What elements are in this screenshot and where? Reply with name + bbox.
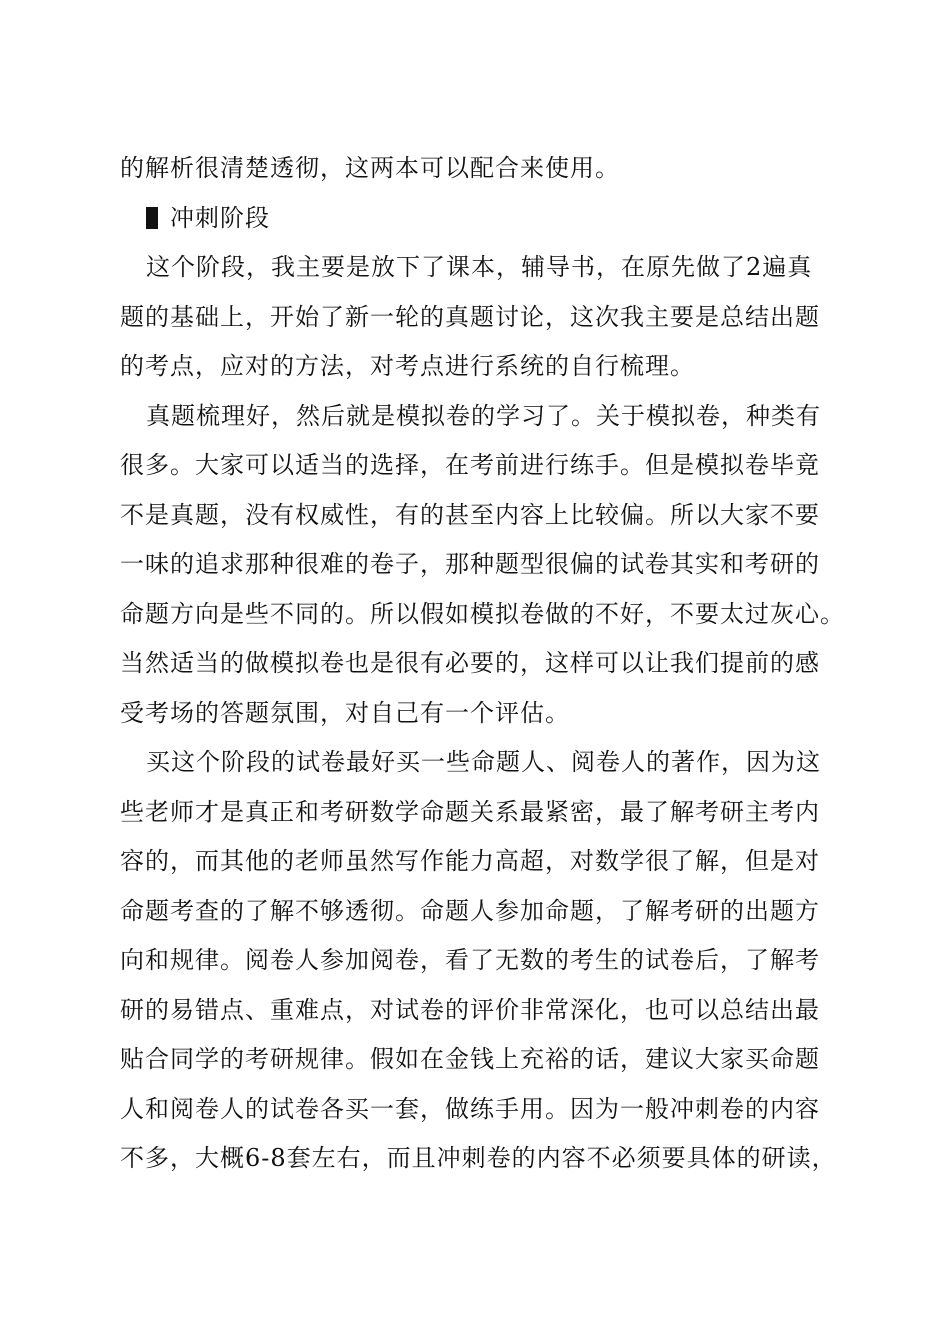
paragraph-line: 当然适当的做模拟卷也是很有必要的，这样可以让我们提前的感 bbox=[120, 649, 820, 677]
heading-marker-icon bbox=[146, 207, 158, 229]
section-heading-text: 冲刺阶段 bbox=[170, 203, 270, 232]
paragraph-line: 命题方向是些不同的。所以假如模拟卷做的不好，不要太过灰心。 bbox=[120, 599, 845, 628]
section-heading bbox=[120, 194, 836, 244]
paragraph-line: 很多。大家可以适当的选择，在考前进行练手。但是模拟卷毕竟 bbox=[120, 451, 820, 479]
document-body bbox=[120, 144, 845, 1184]
paragraph-line: 不是真题，没有权威性，有的甚至内容上比较偏。所以大家不要 bbox=[120, 500, 820, 529]
paragraph-line: 真题梳理好，然后就是模拟卷的学习了。关于模拟卷，种类有 bbox=[146, 401, 821, 430]
paragraph-line: 命题考查的了解不够透彻。命题人参加命题，了解考研的出题方 bbox=[120, 896, 820, 925]
paragraph-line: 容的，而其他的老师虽然写作能力高超，对数学很了解，但是对 bbox=[120, 847, 820, 875]
paragraph-line: 买这个阶段的试卷最好买一些命题人、阅卷人的著作，因为这 bbox=[146, 748, 821, 776]
paragraph-line: 的考点，应对的方法，对考点进行系统的自行梳理。 bbox=[120, 352, 695, 380]
paragraph-line: 这个阶段，我主要是放下了课本，辅导书，在原先做了2遍真 bbox=[146, 253, 813, 281]
paragraph-line: 受考场的答题氛围，对自己有一个评估。 bbox=[120, 698, 570, 727]
paragraph-line: 人和阅卷人的试卷各买一套，做练手用。因为一般冲刺卷的内容 bbox=[120, 1094, 820, 1123]
paragraph-line: 些老师才是真正和考研数学命题关系最紧密，最了解考研主考内 bbox=[120, 797, 820, 826]
paragraph-2 bbox=[120, 392, 845, 739]
paragraph-line: 不多，大概6-8套左右，而且冲刺卷的内容不必须要具体的研读， bbox=[120, 1144, 837, 1172]
paragraph-line: 贴合同学的考研规律。假如在金钱上充裕的话，建议大家买命题 bbox=[120, 1045, 820, 1073]
continuation-line: 的解析很清楚透彻，这两本可以配合来使用。 bbox=[120, 154, 620, 182]
paragraph-1 bbox=[120, 243, 836, 392]
paragraph-line: 一味的追求那种很难的卷子，那种题型很偏的试卷其实和考研的 bbox=[120, 550, 820, 578]
paragraph-line: 向和规律。阅卷人参加阅卷，看了无数的考生的试卷后，了解考 bbox=[120, 946, 820, 974]
paragraph-line: 研的易错点、重难点，对试卷的评价非常深化，也可以总结出最 bbox=[120, 995, 820, 1024]
paragraph-3 bbox=[120, 738, 836, 1184]
paragraph-line: 题的基础上，开始了新一轮的真题讨论，这次我主要是总结出题 bbox=[120, 302, 820, 331]
